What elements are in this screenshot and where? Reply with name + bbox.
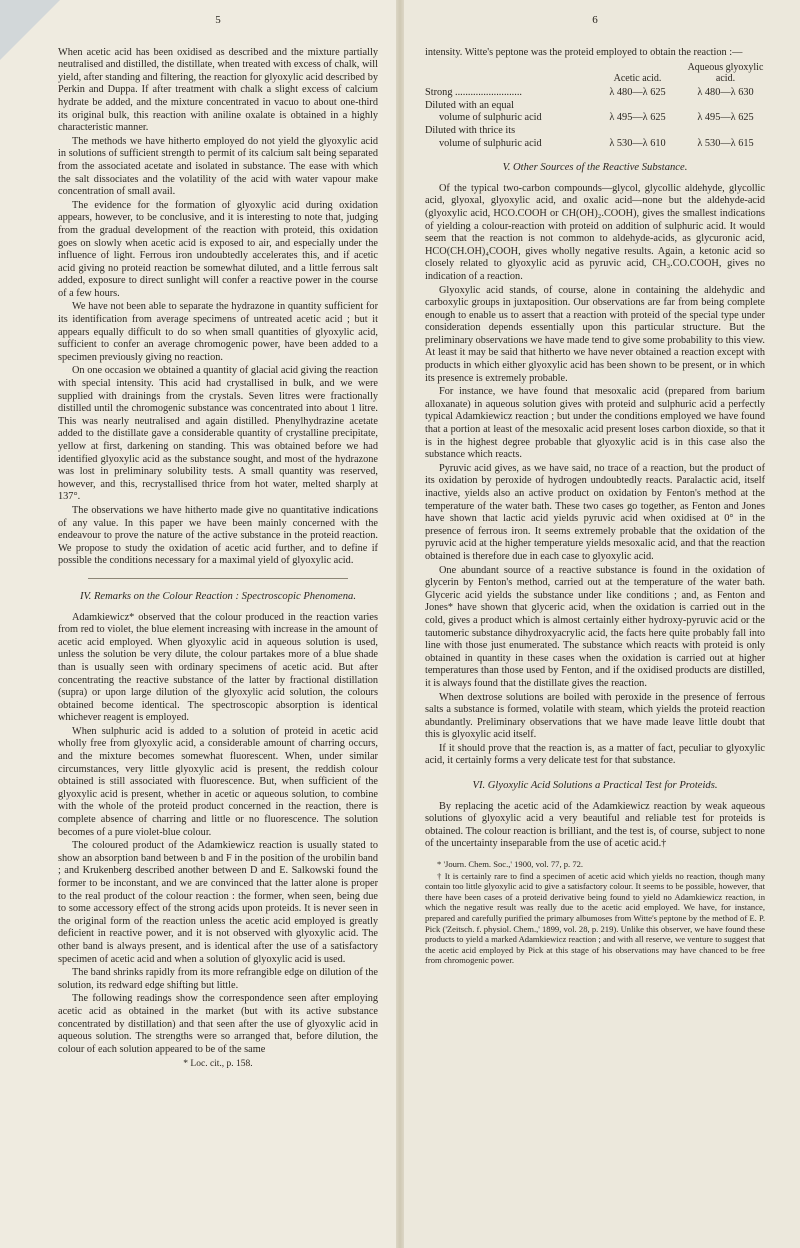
table-row: Diluted with an equal	[425, 99, 514, 111]
paragraph: Glyoxylic acid stands, of course, alone in containing the aldehydic and carboxylic groups in juxtaposition. Our observations are far from being complete enough to enable us to assert that a reaction with proteid of the special type under consideration depends essentially upon this particular structure. But the preliminary observations we have made tend to give some probability to this view. At least it may be said that hitherto we have never obtained a reaction except with products in which either glyoxylic acid has been shown to be present, or in which its presence is extremely probable.	[425, 284, 765, 384]
paragraph: Pyruvic acid gives, as we have said, no trace of a reaction, but the product of its oxidation by peroxide of hydrogen undoubtedly reacts. Paralactic acid, itself inactive, yields also an active product on oxidation by Fenton's method at the temperature of the water bath. These two cases go together, as Fenton and Jones have shown that lactic acid yields pyruvic acid when oxidised at 0° in the presence of ferrous iron. It seems extremely probable that the oxidation of the pyruvic acid at the higher temperature yields mesoxalic acid, and that the reaction obtained is therefore due in each case to glyoxylic acid.	[425, 462, 765, 562]
paragraph: intensity. Witte's peptone was the proteid employed to obtain the reaction :—	[425, 46, 743, 58]
paragraph: When dextrose solutions are boiled with peroxide in the presence of ferrous salts a substance is formed, volatile with steam, which yields the proteid reaction abundantly. Preliminary observations that we have made leave little doubt that this is glyoxylic acid itself.	[425, 691, 765, 741]
page-corner-shadow	[0, 0, 60, 60]
paragraph: The coloured product of the Adamkiewicz reaction is usually stated to show an absorption band between b and F in the position of the urobilin band ; and Krukenberg described another between D and E. Salkowski found the former to be inconstant, and we are convinced that the latter alone is proper to the real product of the colour reaction : the former, when seen, being due to some accessory effect of the strong acids upon proteids. It is never seen in the original form of the reaction unless the acetic acid employed is greatly deficient in reactive power, and it is not observed with glyoxylic acid. The other band is always present, and is identical after the use of a satisfactory specimen of acetic acid and when a solution of glyoxylic acid is used.	[58, 840, 378, 965]
paragraph: We have not been able to separate the hydrazone in quantity sufficient for its identification from average specimens of untreated acetic acid ; but it appears equally difficult to do so when small quantities of glyoxylic acid, sufficient to confer an average chromogenic power, have been added to a specimen previously giving no reaction.	[58, 301, 378, 363]
paragraph: When sulphuric acid is added to a solution of proteid in acetic acid wholly free from glyoxylic acid, a considerable amount of charring occurs, and the mixture becomes somewhat fluorescent. When, under similar circumstances, very little glyoxylic acid is present, the reddish colour obtained is still associated with fluorescence. But, when sufficient of the glyoxylic acid is present, whether in acetic or aqueous solution, to combine with the whole of the proteid product concerned in the reaction, there is complete absence of charring and little or no fluorescence. The solution becomes of a pure violet-blue colour.	[58, 725, 378, 838]
page-number-left: 5	[215, 14, 221, 26]
table-row: Strong .......................... λ 480—λ 625 λ 480—λ 630	[425, 87, 754, 99]
right-column	[425, 14, 765, 967]
paragraph: One abundant source of a reactive substance is found in the oxidation of glycerin by Fenton's method, carried out at the temperature of the water bath. Glyceric acid yields the substance under like conditions ; and, as Fenton and Jones* have shown that glyceric acid, when the oxidation is carried out in the cold, gives a product which is almost certainly either hydroxy-pyruvic acid or the tautomeric substance dihydroxyacrylic acid, the facts here quite probably fall into line with those just enumerated. The substance which reacts with proteid is only obtained in quantity in these cases when the oxidation is carried out at higher temperatures than those used by Fenton, and if the oxidised products are distilled, it is always found that the distillate gives the reaction.	[425, 564, 765, 689]
col-header-acetic: Acetic acid.	[613, 73, 662, 85]
table-row: volume of sulphuric acid λ 530—λ 610 λ 530—λ 615	[439, 137, 754, 149]
table-row: volume of sulphuric acid λ 495—λ 625 λ 495—λ 625	[439, 112, 754, 124]
footnotes	[425, 859, 765, 966]
section-heading-iv: IV. Remarks on the Colour Reaction : Spectroscopic Phenomena.	[80, 590, 356, 602]
footnote: * Loc. cit., p. 158.	[183, 1059, 253, 1070]
paragraph: For instance, we have found that mesoxalic acid (prepared from barium alloxanate) in aqueous solution gives with proteid and sulphuric acid a perfectly typical Adamkiewicz reaction ; but under the conditions employed we have found that a portion at least of the mesoxalic acid present loses carbon dioxide, so that it is in the highest degree probable that glyoxylic acid is in this case also the substance which reacts.	[425, 386, 765, 461]
paragraph: The evidence for the formation of glyoxylic acid during oxidation appears, however, to be conclusive, and it is interesting to note that, judging from the gradual development of the reaction with proteid, this oxidation goes on slowly when acetic acid is exposed to air, and especially under the influence of light. Ferrous iron undoubtedly accelerates this, and if acetic acid giving no proteid reaction be somewhat diluted, and a little ferrous salt added, exposure to direct sunlight will confer a reactive power in the course of a few hours.	[58, 199, 378, 299]
left-column	[58, 14, 378, 1071]
section-divider	[88, 578, 348, 579]
col-header-glyoxylic: Aqueous glyoxylic acid.	[687, 62, 764, 85]
paragraph: The observations we have hitherto made give no quantitative indications of any value. In this paper we have been mainly concerned with the endeavour to prove the nature of the active substance in the proteid reaction. We propose to study the oxidation of acetic acid further, and to define if possible the conditions necessary for a maximal yield of glyoxylic acid.	[58, 504, 378, 567]
paragraph: Of the typical two-carbon compounds—glycol, glycollic aldehyde, glycollic acid, glyoxal, glyoxylic acid, and oxalic acid—none but the aldehyde-acid (glyoxylic acid, HCO.COOH or CH(OH)₂.COOH), gives the smallest indications of yielding a colour-reaction with proteid on addition of sulphuric acid. It would seem that the reaction is not common to aldehyde-acids, as glycuronic acid, HCO(CH.OH)₄COOH, gives wholly negative results. Again, a ketonic acid so closely related to glyoxylic acid as pyruvic acid, CH₃.CO.COOH, gives no indication of a reaction.	[425, 182, 765, 282]
page-number-right: 6	[592, 14, 598, 26]
paragraph: The methods we have hitherto employed do not yield the glyoxylic acid in solutions of sufficient strength to permit of its calcium salt being separated from the associated acetate and isolated in substance. The ease with which the salt dissociates and the volatility of the acid with water vapour make concentration of small avail.	[58, 135, 378, 198]
section-heading-v: V. Other Sources of the Reactive Substance.	[502, 162, 688, 174]
book-gutter	[396, 0, 404, 1248]
footnote: * 'Journ. Chem. Soc.,' 1900, vol. 77, p. 72.	[437, 859, 584, 870]
paragraph: Adamkiewicz* observed that the colour produced in the reaction varies from red to violet, the blue element increasing with increase in the amount of acetic acid employed. When glyoxylic acid in aqueous solution is used, unless the solution be very dilute, the colour partakes more of a blue shade than is usually seen with ordinary specimens of acetic acid. But after concentrating the reactive substance of the latter by fractional distillation (supra) or upon large dilution of the glyoxylic acid solution, the colours obtained become identical. The spectroscopic absorption is identical whichever reagent is employed.	[58, 611, 378, 724]
paragraph: On one occasion we obtained a quantity of glacial acid giving the reaction with special intensity. This acid had crystallised in bulk, and we were supplied with drainings from the crystals. Seven litres were fractionally distilled until the chromogenic substance was concentrated into about 1 litre. This was nearly neutralised and again distilled. Phenylhydrazine acetate added to the distillate gave a considerable quantity of crystalline precipitate, yellow at first, darkening on standing. This was obtained before we had identified glyoxylic acid as the substance sought, and most of the hydrazone was lost in preliminary solubility tests. A small quantity was reserved, however, and this, recrystallised thrice from hot water, melted sharply at 137°.	[58, 365, 378, 503]
table-row: Diluted with thrice its	[425, 124, 516, 136]
footnote: † It is certainly rare to find a specimen of acetic acid which yields no reaction, though many contain too little glyoxylic acid to give a satisfactory colour. It seems to be possible, however, that there have been cases of a proteid derivative being found to yield no Adamkiewicz reaction, in which the negative result was really due to the acetic acid employed. We have, for instance, prepared and carefully purified the primary albumoses from Witte's peptone by the method of E. P. Pick ('Zeitsch. f. physiol. Chem.,' 1899, vol. 28, p. 219). Unlike this observer, we have found these products to yield a marked Adamkiewicz reaction ; and with all reserve, we venture to suggest that the acetic acid employed by Pick at this stage of his observations may have chanced to be free from chromogenic power.	[425, 870, 765, 966]
section-heading-vi: VI. Glyoxylic Acid Solutions a Practical Test for Proteids.	[472, 780, 718, 792]
paragraph: The following readings show the correspondence seen after employing acetic acid as obtained in the market (but with its active substance concentrated by distillation) and that seen after the use of glyoxylic acid in aqueous solution. The strengths were so arranged that, before dilution, the colour of each solution appeared to be of the same	[58, 993, 378, 1055]
paragraph: The band shrinks rapidly from its more refrangible edge on dilution of the solution, its redward edge shifting but little.	[58, 967, 378, 991]
spectra-table	[425, 61, 765, 150]
paragraph: By replacing the acetic acid of the Adamkiewicz reaction by weak aqueous solutions of glyoxylic acid a very beautiful and reliable test for proteids is obtained. The colour reaction is brilliant, and the test is, of course, subject to none of the uncertainty inseparable from the use of acetic acid.†	[425, 800, 765, 850]
paragraph: When acetic acid has been oxidised as described and the mixture partially neutralised and distilled, the distillate, when treated with excess of chalk, will yield, after standing and filtering, the reaction for glyoxylic acid described by Perkin and Duppa. If after treatment with chalk a slight excess of calcium hydrate be added, and the mixture concentrated in vacuo to about one-third its original bulk, this reaction with aniline oxalate is obtained in a highly characteristic manner.	[58, 46, 378, 134]
paragraph: If it should prove that the reaction is, as a matter of fact, peculiar to glyoxylic acid, it certainly forms a very delicate test for that substance.	[425, 742, 765, 767]
